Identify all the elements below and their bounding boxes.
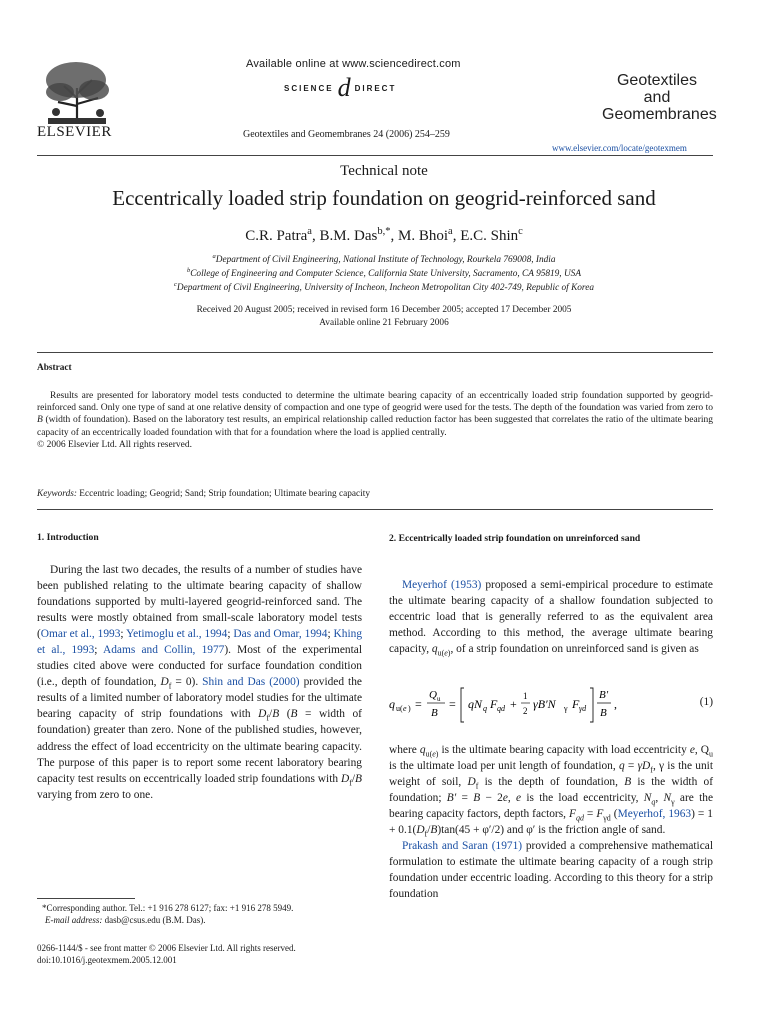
email-label: E-mail address: [45, 915, 103, 925]
journal-homepage-link[interactable]: www.elsevier.com/locate/geotexmem [552, 143, 687, 153]
available-online-date: Available online 21 February 2006 [319, 318, 449, 328]
svg-text:u(: u( [396, 704, 403, 713]
journal-title-line: Geotextiles [616, 72, 698, 89]
citation-link[interactable]: Meyerhof, 1963 [617, 808, 692, 821]
author-name[interactable]: C.R. Patra [245, 228, 308, 244]
author-name[interactable]: E.C. Shin [460, 228, 519, 244]
available-online-text: Available online at www.sciencedirect.com [246, 58, 461, 70]
header-divider [37, 155, 713, 156]
abstract-copyright: © 2006 Elsevier Ltd. All rights reserved. [37, 439, 192, 450]
svg-text:γB′N: γB′N [533, 697, 556, 711]
svg-text:u: u [437, 695, 441, 703]
citation-link[interactable]: Yetimoglu et al., 1994 [126, 628, 228, 641]
paragraph: Prakash and Saran (1971) provided a comprehensive mathematical formulation to estimate the ultimate bearing capacity of a rough strip foundation under eccentric loading. According to this theory for a strip foundation [389, 840, 713, 901]
affiliation-mark: b [186, 266, 191, 274]
svg-text:,: , [614, 697, 617, 711]
affiliation [0, 252, 768, 265]
svg-text:q: q [389, 697, 395, 711]
abstract-variable: B [37, 415, 43, 426]
issn-doi [37, 942, 367, 966]
sciencedirect-logo [284, 73, 397, 102]
svg-text:qN: qN [468, 697, 483, 711]
corresponding-author-footnote [37, 902, 367, 926]
citation-link[interactable]: Omar et al., 1993 [40, 628, 121, 641]
svg-text:qd: qd [497, 704, 505, 713]
svg-text:γd: γd [579, 704, 587, 713]
abstract-text: Results are presented for laboratory model tests conducted to determine the ultimate bearing capacity of an eccentrically loaded strip foundation supported by geogrid-reinforced sand. Only one type of sand at one relative density of compaction and one type of geogrid were used for the tests. The depth of the foundation was varied from zero to [37, 391, 713, 414]
abstract-heading: Abstract [37, 363, 72, 373]
abstract-top-divider [37, 352, 713, 353]
article-title: Eccentrically loaded strip foundation on geogrid-reinforced sand [112, 186, 656, 210]
author-name[interactable]: B.M. Das [319, 228, 378, 244]
author-name[interactable]: M. Bhoi [398, 228, 449, 244]
paragraph: During the last two decades, the results of a number of studies have been published relating to the ultimate bearing capacity of shallow foundations supported by multi-layered geogrid-reinforced sand. The results were mostly obtained from small-scale laboratory model tests (Omar et al., 1993; Yetimoglu et al., 1994; Das and Omar, 1994; Khing et al., 1993; Adams and Collin, 1977). Most of the experimental studies cited above were conducted for surface foundation condition (i.e., depth of foundation, $D_f = 0$). Shin and Das (2000) provided the results of a limited number of laboratory model studies for the ultimate bearing capacity of strip foundations with $D_f/B$ (B = width of foundation) greater than zero. None of the published studies, however, address the effect of load eccentricity on the ultimate bearing capacity. The purpose of this paper is to report some recent laboratory bearing capacity test results on eccentrically loaded strip foundations with $D_f/B$ varying from zero to one. [37, 564, 363, 801]
section-heading-section2: 2. Eccentrically loaded strip foundation on unreinforced sand [389, 533, 641, 544]
svg-text:e: e [403, 704, 407, 713]
email-address[interactable]: dasb@csus.edu (B.M. Das). [102, 915, 206, 925]
citation-link[interactable]: Meyerhof (1953) [402, 579, 482, 591]
doi-line[interactable]: doi:10.1016/j.geotexmem.2005.12.001 [37, 955, 177, 965]
publisher-name: ELSEVIER [37, 124, 112, 140]
affiliation-text: Department of Civil Engineering, University of Incheon, Incheon Metropolitan City 402-749, Republic of Korea [176, 283, 594, 293]
affiliation-text: Department of Civil Engineering, National Institute of Technology, Rourkela 769008, India [215, 255, 556, 265]
citation-link[interactable]: Adams and Collin, 1977 [103, 644, 225, 657]
svg-text:B′: B′ [599, 689, 609, 701]
author-list: C.R. Patra$^a$, B.M. Das$^{b,*}$, M. Bhoi$^a$, E.C. Shin$^c$ [245, 226, 523, 244]
svg-text:1: 1 [523, 691, 528, 701]
author-affil-mark: a [307, 226, 312, 237]
svg-text:γ: γ [564, 704, 568, 713]
keywords-list: Eccentric loading; Geogrid; Sand; Strip foundation; Ultimate bearing capacity [79, 489, 370, 499]
citation-link[interactable]: Prakash and Saran (1971) [402, 840, 523, 853]
issn-line: 0266-1144/$ - see front matter © 2006 Elsevier Ltd. All rights reserved. [37, 943, 296, 953]
keywords [37, 489, 370, 499]
equation-1 [389, 682, 713, 726]
paragraph: where $q_{u(e)}$ is the ultimate bearing capacity with load eccentricity e, $Q_u$ is the ultimate load per unit length of foundation, $q = \gamma D_f$, γ is the unit weight of soil, $D_f$ is the depth of foundation, B is the width of foundation; B′ = B − 2e, e is the load eccentricity, $N_q$, $N_\gamma$ are the bearing capacity factors, depth factors, $F_{qd} = F_{\gamma d}$ (Meyerhof, $1963) = 1 + 0.1(D_f/B)\tan(45 + \varphi'/2)$ and φ′ is the friction angle of sand. [389, 744, 714, 839]
section2-body-top [389, 577, 713, 657]
svg-text:B: B [431, 707, 438, 719]
abstract-text: (width of foundation). Based on the laboratory test results, an empirical relationship called reduction factor has been suggested that correlates the ratio of the ultimate bearing capacity of an eccentrically loaded foundation with that for a foundation where the load is applied centrally. [37, 415, 713, 438]
footnote-contact: *Corresponding author. Tel.: +1 916 278 6127; fax: +1 916 278 5949. [42, 903, 294, 913]
journal-title-line: and [643, 89, 671, 106]
section2-body-bottom [389, 742, 713, 902]
svg-text:=: = [415, 697, 422, 711]
journal-title [602, 72, 717, 123]
section-heading-introduction: 1. Introduction [37, 532, 99, 543]
affiliation-mark: a [212, 252, 216, 260]
author-affil-mark: c [518, 226, 523, 237]
received-dates: Received 20 August 2005; received in revised form 16 December 2005; accepted 17 December 2005 [196, 305, 572, 315]
svg-text:2: 2 [523, 706, 528, 716]
science-word: SCIENCE [284, 83, 334, 93]
footnote-email [37, 914, 367, 926]
svg-text:F: F [490, 697, 498, 711]
keywords-label: Keywords: [37, 489, 77, 499]
svg-text:B: B [600, 707, 607, 719]
direct-word: DIRECT [354, 83, 397, 93]
svg-text:Q: Q [429, 689, 437, 701]
abstract-body [37, 390, 713, 451]
svg-text:F: F [572, 697, 580, 711]
affiliation [0, 280, 768, 293]
author-affil-mark: a [448, 226, 453, 237]
equation-number: (1) [699, 696, 713, 708]
abstract-bottom-divider [37, 509, 713, 510]
journal-citation: Geotextiles and Geomembranes 24 (2006) 254–259 [243, 129, 450, 140]
footnote-divider [37, 898, 135, 899]
citation-link[interactable]: Khing et al., 1993 [37, 628, 363, 657]
svg-text:): ) [408, 704, 411, 713]
affiliation-mark: c [174, 280, 177, 288]
author-affil-mark: b,* [377, 226, 391, 237]
affiliation [0, 266, 768, 279]
sciencedirect-at-icon: d [337, 73, 351, 102]
introduction-body [37, 562, 362, 803]
affiliation-text: College of Engineering and Computer Science, California State University, Sacramento, CA 95819, USA [190, 269, 581, 279]
paragraph: Meyerhof (1953) proposed a semi-empirical procedure to estimate the ultimate bearing capacity of a shallow foundation subjected to eccentric load that is generally referred to as the equivalent area method. According to this method, the average ultimate bearing capacity, $q_{u(e)}$, of a strip foundation on unreinforced sand is given as [389, 579, 713, 658]
svg-text:+: + [510, 697, 517, 711]
journal-title-line: Geomembranes [602, 106, 717, 123]
svg-text:=: = [449, 697, 456, 711]
citation-link[interactable]: Shin and Das (2000) [202, 676, 300, 689]
article-type: Technical note [340, 163, 428, 179]
svg-text:q: q [483, 704, 487, 713]
citation-link[interactable]: Das and Omar, 1994 [233, 628, 328, 641]
